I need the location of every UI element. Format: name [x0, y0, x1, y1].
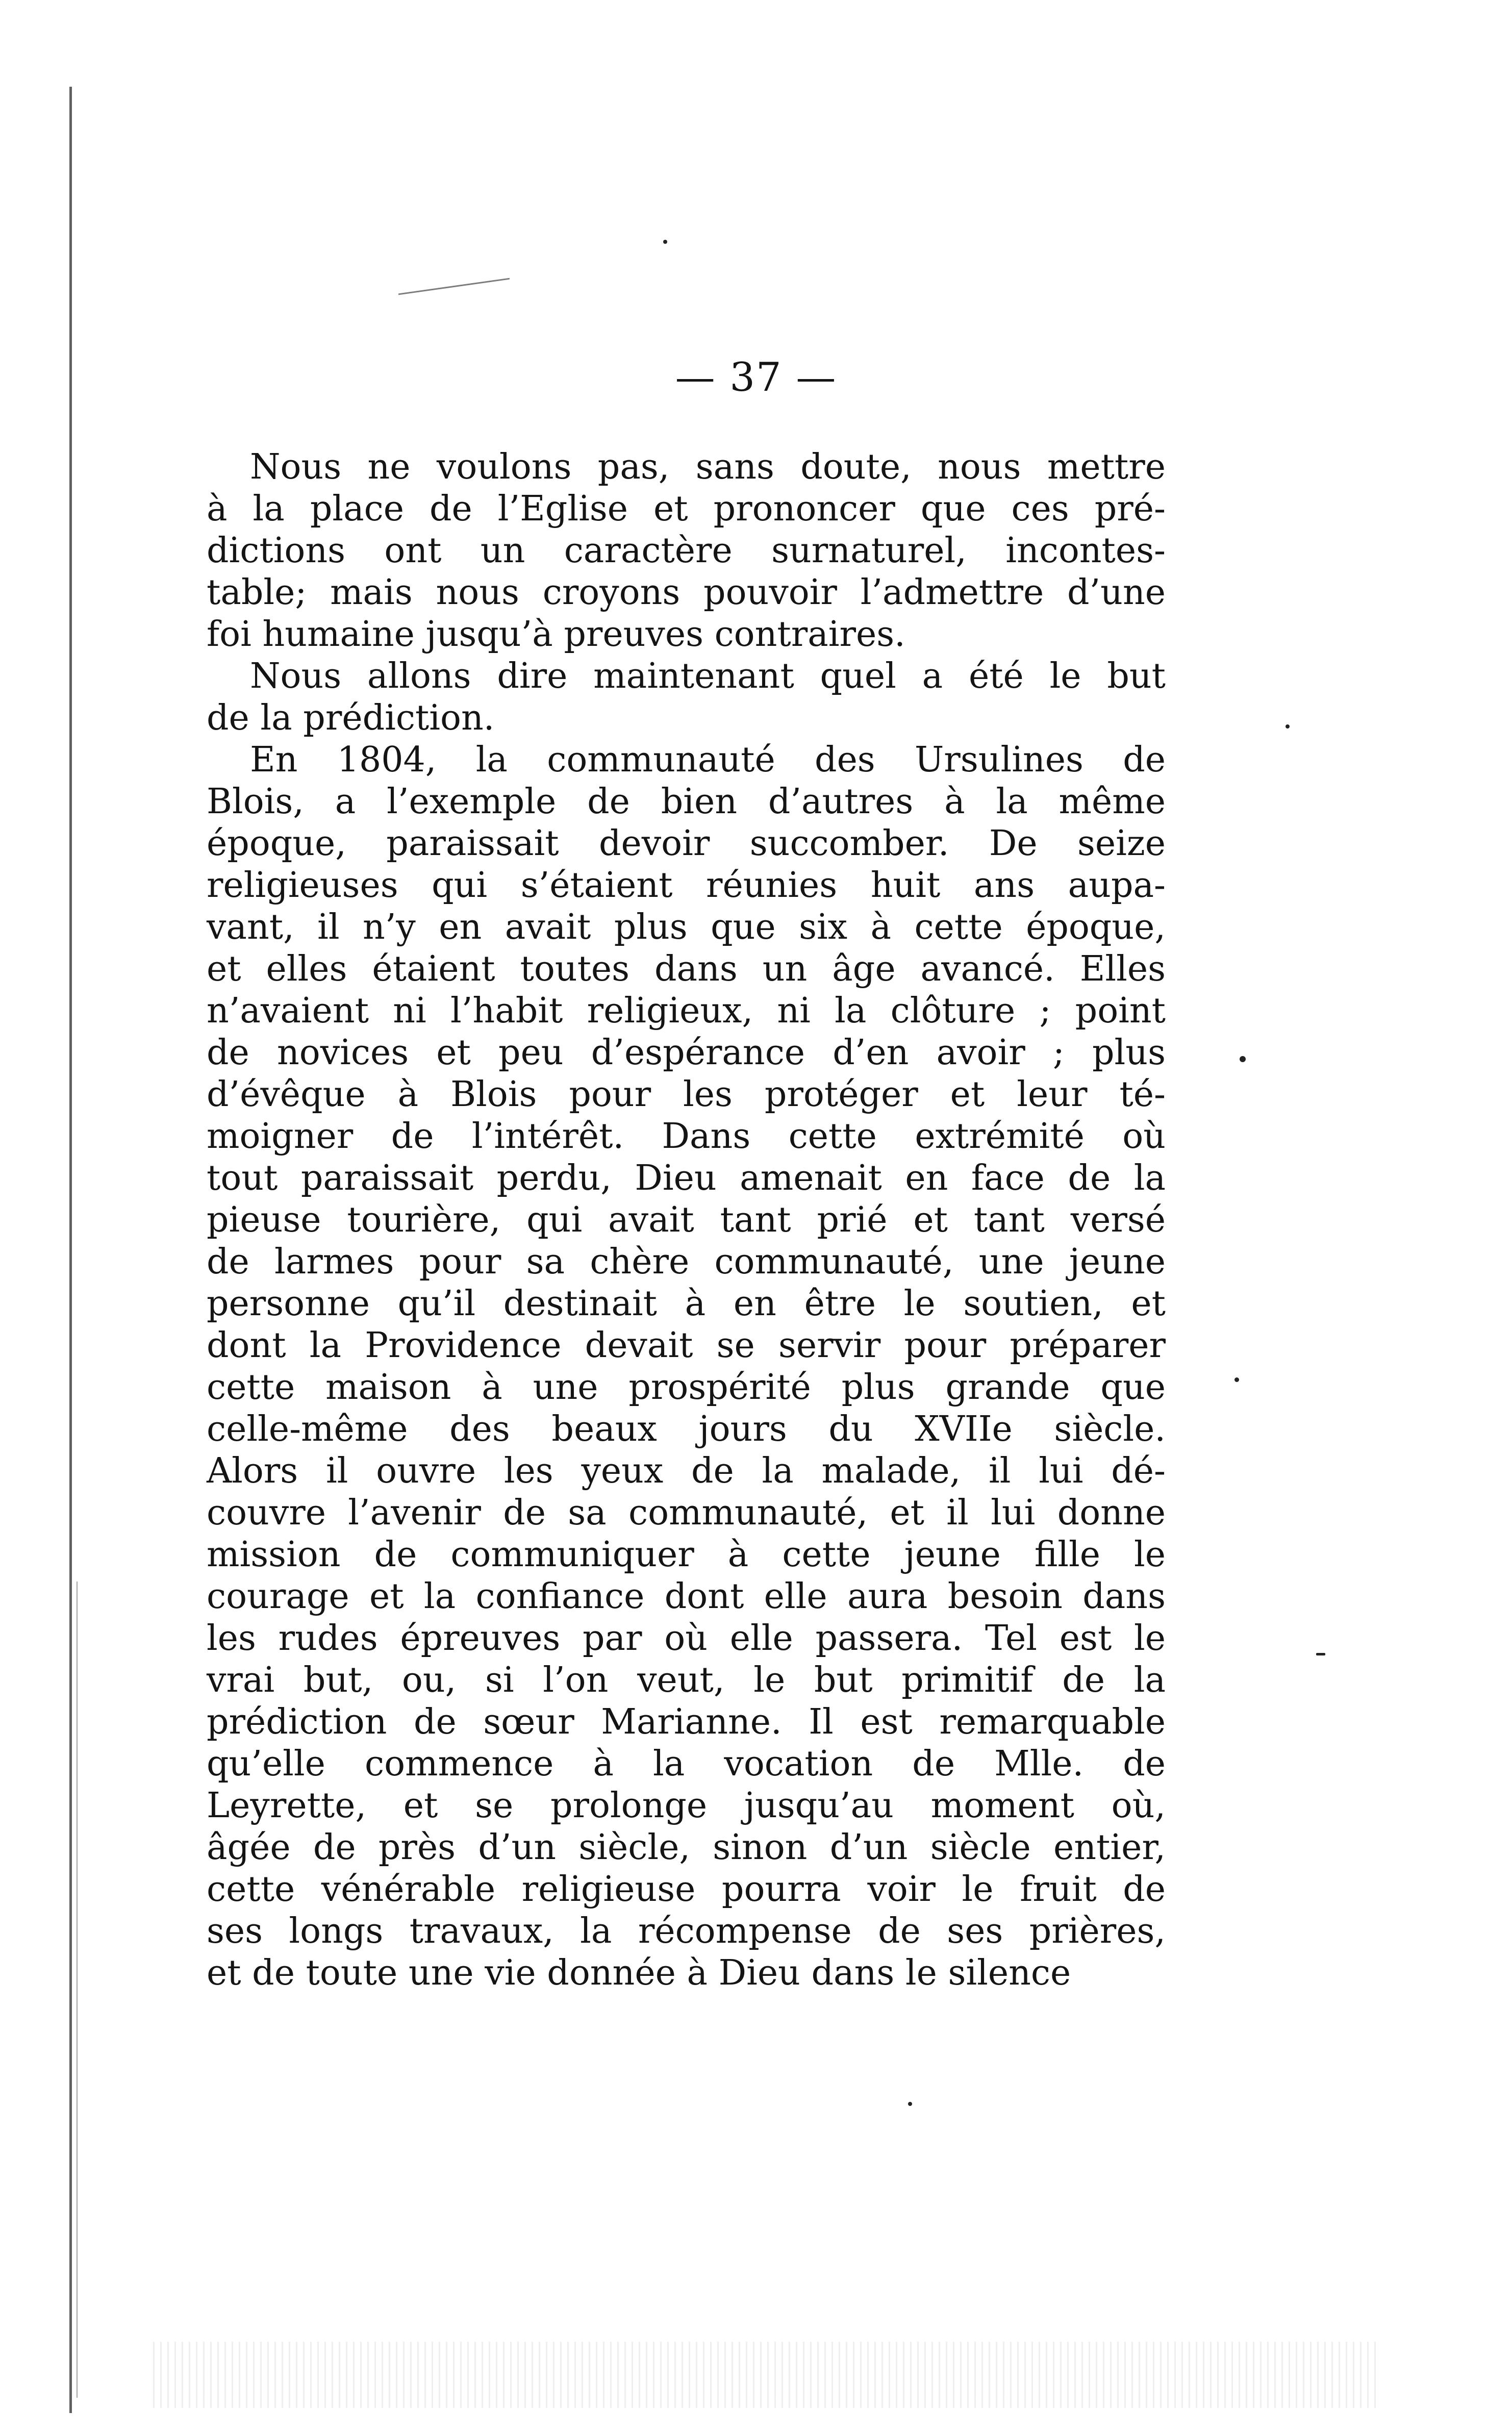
binding-edge-line: [69, 87, 72, 2413]
scan-noise-bottom: [153, 2342, 1377, 2408]
text-line: couvre l’avenir de sa communauté, et il lui donne: [207, 1493, 1166, 1533]
text-line: de novices et peu d’espérance d’en avoir ; plus: [207, 1033, 1166, 1073]
text-line: moigner de l’intérêt. Dans cette extrémité où: [207, 1116, 1166, 1157]
text-line: table; mais nous croyons pouvoir l’admettre d’une: [207, 572, 1166, 613]
text-line: époque, paraissait devoir succomber. De seize: [207, 823, 1166, 864]
text-line: de larmes pour sa chère communauté, une jeune: [207, 1242, 1166, 1282]
binding-edge-shadow: [77, 1582, 78, 2398]
body-text: [207, 446, 1166, 1994]
text-line: qu’elle commence à la vocation de Mlle. de: [207, 1744, 1166, 1784]
text-line: courage et la confiance dont elle aura besoin dans: [207, 1576, 1166, 1617]
text-line: prédiction de sœur Marianne. Il est remarquable: [207, 1702, 1166, 1742]
text-line: Leyrette, et se prolonge jusqu’au moment où,: [207, 1786, 1166, 1826]
text-line: cette maison à une prospérité plus grande que: [207, 1367, 1166, 1408]
text-line: et elles étaient toutes dans un âge avancé. Elles: [207, 949, 1166, 989]
text-line: vrai but, ou, si l’on veut, le but primitif de la: [207, 1660, 1166, 1700]
page-number: — 37 —: [675, 355, 837, 400]
text-line: En 1804, la communauté des Ursulines de: [250, 740, 1166, 780]
text-line: foi humaine jusqu’à preuves contraires.: [207, 614, 905, 655]
scan-speck: [1240, 1056, 1246, 1062]
text-line: Nous allons dire maintenant quel a été le but: [250, 656, 1166, 696]
text-line: personne qu’il destinait à en être le soutien, et: [207, 1284, 1166, 1324]
text-line: Blois, a l’exemple de bien d’autres à la même: [207, 782, 1166, 822]
text-line: dictions ont un caractère surnaturel, incontes-: [207, 531, 1166, 571]
text-line: religieuses qui s’étaient réunies huit ans aupa-: [207, 865, 1166, 906]
scan-speck: [908, 2102, 912, 2106]
scan-mark-dash: [398, 278, 510, 295]
text-line: et de toute une vie donnée à Dieu dans le silence: [207, 1953, 1071, 1993]
text-line: n’avaient ni l’habit religieux, ni la clôture ; point: [207, 991, 1166, 1031]
scan-speck: [1316, 1653, 1325, 1655]
scan-speck: [1234, 1377, 1239, 1382]
text-line: Alors il ouvre les yeux de la malade, il lui dé-: [207, 1451, 1166, 1491]
text-line: vant, il n’y en avait plus que six à cette époque,: [207, 907, 1166, 947]
text-line: pieuse tourière, qui avait tant prié et tant versé: [207, 1200, 1166, 1240]
text-line: dont la Providence devait se servir pour préparer: [207, 1325, 1166, 1366]
text-line: de la prédiction.: [207, 698, 495, 738]
text-line: tout paraissait perdu, Dieu amenait en face de la: [207, 1158, 1166, 1198]
text-line: Nous ne voulons pas, sans doute, nous mettre: [250, 447, 1166, 487]
text-line: mission de communiquer à cette jeune fille le: [207, 1535, 1166, 1575]
text-line: cette vénérable religieuse pourra voir le fruit de: [207, 1869, 1166, 1910]
scan-speck: [663, 240, 667, 244]
text-line: à la place de l’Eglise et prononcer que ces pré-: [207, 489, 1166, 529]
text-line: les rudes épreuves par où elle passera. Tel est le: [207, 1618, 1166, 1659]
scan-speck: [1286, 724, 1290, 729]
text-line: âgée de près d’un siècle, sinon d’un siècle entier,: [207, 1827, 1166, 1868]
text-line: ses longs travaux, la récompense de ses prières,: [207, 1911, 1166, 1951]
text-line: celle-même des beaux jours du XVIIe siècle.: [207, 1409, 1166, 1449]
text-line: d’évêque à Blois pour les protéger et leur té-: [207, 1074, 1166, 1115]
